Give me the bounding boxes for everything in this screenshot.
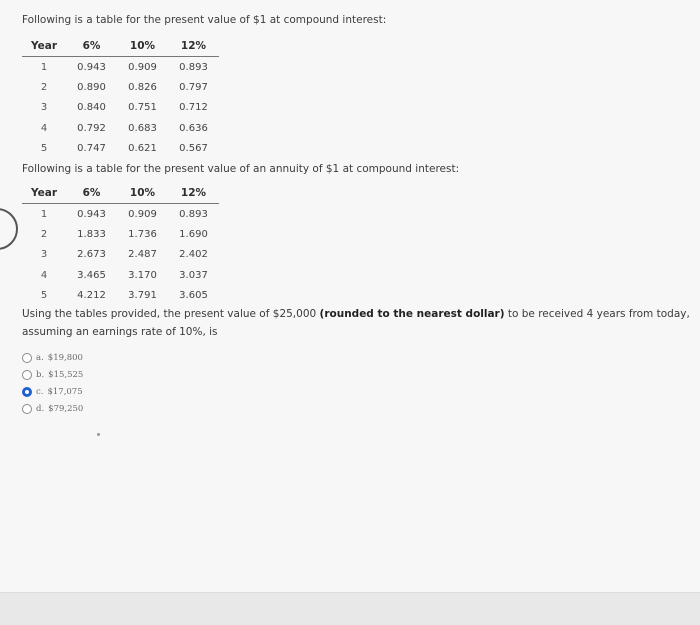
option-value: $17,075 xyxy=(47,386,83,397)
table-cell: 0.797 xyxy=(179,81,208,93)
table-cell: 2 xyxy=(40,228,48,240)
table-cell: 4.212 xyxy=(77,289,106,301)
table-header-row xyxy=(22,36,219,57)
table-row xyxy=(22,57,219,78)
table-cell: 0.909 xyxy=(128,61,157,73)
table-cell: 3.465 xyxy=(77,269,106,281)
column-header-year: Year xyxy=(22,183,66,204)
option-letter: d. xyxy=(36,403,45,414)
table-row xyxy=(22,118,219,138)
option-b[interactable] xyxy=(22,366,83,383)
table-cell: 1 xyxy=(40,61,48,73)
table-row xyxy=(22,224,219,244)
table-cell: 2 xyxy=(40,81,48,93)
question-text xyxy=(22,305,698,341)
table-cell: 0.893 xyxy=(179,61,208,73)
option-value: $79,250 xyxy=(48,403,84,414)
column-header-12pct: 12% xyxy=(168,36,219,57)
question-emphasis: (rounded to the nearest dollar) xyxy=(319,308,505,320)
option-value: $19,800 xyxy=(47,352,83,363)
table2-intro: Following is a table for the present value of an annuity of $1 at compound interest: xyxy=(22,163,460,175)
table-cell: 1.736 xyxy=(128,228,157,240)
question-text-start: Using the tables provided, the present value of $25,000 xyxy=(22,308,320,320)
stray-dot xyxy=(97,433,100,436)
table-cell: 0.751 xyxy=(128,102,157,114)
column-header-10pct: 10% xyxy=(117,36,168,57)
option-letter: a. xyxy=(36,352,44,363)
column-header-6pct: 6% xyxy=(66,183,117,204)
table-row xyxy=(22,77,219,97)
table-cell: 0.840 xyxy=(77,102,106,114)
table-cell: 0.943 xyxy=(77,61,106,73)
bottom-bar xyxy=(0,592,700,625)
table-cell: 3 xyxy=(40,249,48,261)
radio-button-selected[interactable] xyxy=(22,387,32,397)
table-cell: 5 xyxy=(40,289,48,301)
radio-button[interactable] xyxy=(22,353,32,363)
table-cell: 0.826 xyxy=(128,81,157,93)
table-cell: 3.037 xyxy=(179,269,208,281)
present-value-table xyxy=(22,36,219,158)
option-letter: b. xyxy=(36,369,45,380)
table-cell: 2.487 xyxy=(128,249,157,261)
table-cell: 0.747 xyxy=(77,142,106,154)
table-cell: 4 xyxy=(40,122,48,134)
table-cell: 0.712 xyxy=(179,102,208,114)
table-cell: 0.621 xyxy=(128,142,157,154)
column-header-6pct: 6% xyxy=(66,36,117,57)
table-row xyxy=(22,204,219,225)
table-cell: 4 xyxy=(40,269,48,281)
option-c[interactable] xyxy=(22,383,83,400)
table1-intro: Following is a table for the present value of $1 at compound interest: xyxy=(22,14,387,26)
table-row xyxy=(22,285,219,305)
table-row xyxy=(22,265,219,285)
column-header-year: Year xyxy=(22,36,66,57)
table-row xyxy=(22,138,219,158)
side-scroll-handle[interactable] xyxy=(0,208,18,250)
table-cell: 1.833 xyxy=(77,228,106,240)
table-cell: 3.170 xyxy=(128,269,157,281)
table-cell: 0.567 xyxy=(179,142,208,154)
table-row xyxy=(22,245,219,265)
answer-options xyxy=(22,349,83,417)
question-text-end: to be received 4 years from today, assuming an earnings rate of 10%, is xyxy=(22,308,690,338)
column-header-10pct: 10% xyxy=(117,183,168,204)
table-cell: 3.605 xyxy=(179,289,208,301)
table-cell: 2.402 xyxy=(179,249,208,261)
table-cell: 0.890 xyxy=(77,81,106,93)
column-header-12pct: 12% xyxy=(168,183,219,204)
table-cell: 0.683 xyxy=(128,122,157,134)
option-d[interactable] xyxy=(22,400,83,417)
table-cell: 0.636 xyxy=(179,122,208,134)
table-cell: 0.893 xyxy=(179,208,208,220)
table-cell: 5 xyxy=(40,142,48,154)
table-cell: 1.690 xyxy=(179,228,208,240)
table-cell: 3.791 xyxy=(128,289,157,301)
table-cell: 0.909 xyxy=(128,208,157,220)
option-a[interactable] xyxy=(22,349,83,366)
radio-button[interactable] xyxy=(22,370,32,380)
table-cell: 0.792 xyxy=(77,122,106,134)
table-cell: 1 xyxy=(40,208,48,220)
table-cell: 3 xyxy=(40,102,48,114)
table-cell: 2.673 xyxy=(77,249,106,261)
option-letter: c. xyxy=(36,386,44,397)
annuity-table xyxy=(22,183,219,305)
radio-button[interactable] xyxy=(22,404,32,414)
table-header-row xyxy=(22,183,219,204)
table-row xyxy=(22,98,219,118)
table-cell: 0.943 xyxy=(77,208,106,220)
option-value: $15,525 xyxy=(48,369,84,380)
